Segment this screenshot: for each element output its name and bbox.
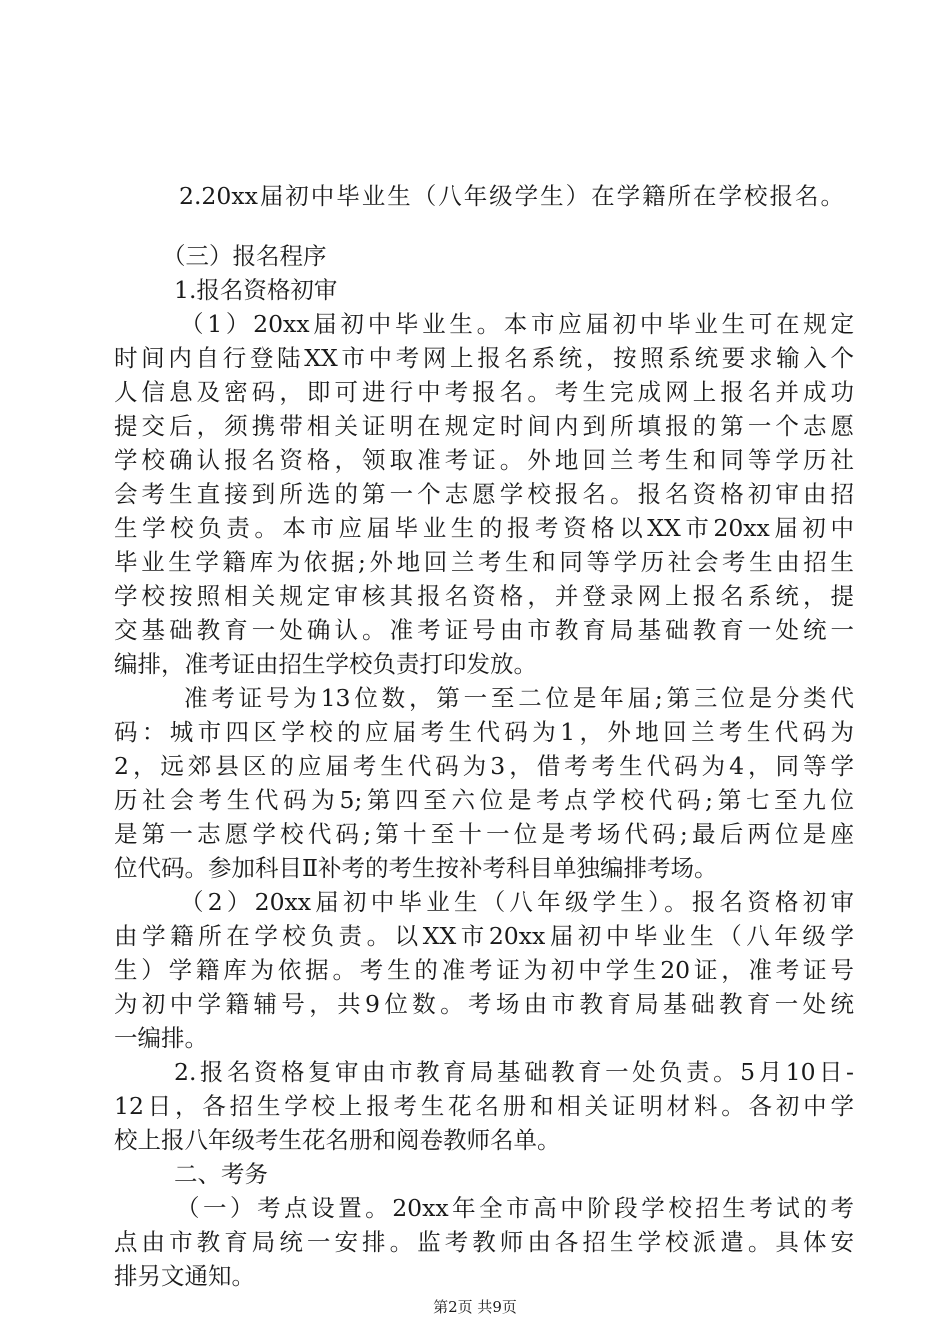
text-line: （一）考点设置。20xx年全市高中阶段学校招生考试的考: [176, 1194, 854, 1222]
text-line: 交基础教育一处确认。准考证号由市教育局基础教育一处统一: [114, 616, 854, 644]
text-line: 2.20xx届初中毕业生（八年级学生）在学籍所在学校报名。: [179, 182, 844, 210]
text-line: 历社会考生代码为5;第四至六位是考点学校代码;第七至九位: [114, 786, 854, 814]
text-line: 一编排。: [114, 1024, 208, 1052]
text-line: 2.报名资格复审由市教育局基础教育一处负责。5月10日-: [174, 1058, 854, 1086]
text-line: （2）20xx届初中毕业生（八年级学生）。报名资格初审: [180, 888, 854, 916]
text-line: 生学校负责。本市应届毕业生的报考资格以XX市20xx届初中: [114, 514, 854, 542]
text-line: 生）学籍库为依据。考生的准考证为初中学生20证，准考证号: [114, 956, 854, 984]
text-line: 准考证号为13位数，第一至二位是年届;第三位是分类代: [184, 684, 854, 712]
text-line: 2，远郊县区的应届考生代码为3，借考考生代码为4，同等学: [114, 752, 854, 780]
section-heading: （三）报名程序: [162, 242, 327, 270]
text-line: 毕业生学籍库为依据;外地回兰考生和同等学历社会考生由招生: [114, 548, 854, 576]
text-line: 点由市教育局统一安排。监考教师由各招生学校派遣。具体安: [114, 1228, 854, 1256]
text-line: 校上报八年级考生花名册和阅卷教师名单。: [114, 1126, 561, 1154]
page-footer: 第2页 共9页: [433, 1298, 517, 1316]
text-line: 学校按照相关规定审核其报名资格，并登录网上报名系统，提: [114, 582, 854, 610]
text-line: 位代码。参加科目Ⅱ补考的考生按补考科目单独编排考场。: [114, 854, 718, 882]
text-line: 提交后，须携带相关证明在规定时间内到所填报的第一个志愿: [114, 412, 854, 440]
text-line: 由学籍所在学校负责。以XX市20xx届初中毕业生（八年级学: [114, 922, 854, 950]
text-line: 编排，准考证由招生学校负责打印发放。: [114, 650, 537, 678]
text-line: 会考生直接到所选的第一个志愿学校报名。报名资格初审由招: [114, 480, 854, 508]
text-line: 排另文通知。: [114, 1262, 255, 1290]
section-heading: 二、考务: [174, 1160, 268, 1188]
text-line: （1）20xx届初中毕业生。本市应届初中毕业生可在规定: [180, 310, 854, 338]
text-line: 12日，各招生学校上报考生花名册和相关证明材料。各初中学: [114, 1092, 854, 1120]
text-line: 是第一志愿学校代码;第十至十一位是考场代码;最后两位是座: [114, 820, 854, 848]
text-line: 时间内自行登陆XX市中考网上报名系统，按照系统要求输入个: [114, 344, 854, 372]
text-line: 学校确认报名资格，领取准考证。外地回兰考生和同等学历社: [114, 446, 854, 474]
text-line: 人信息及密码，即可进行中考报名。考生完成网上报名并成功: [114, 378, 854, 406]
subsection-heading: 1.报名资格初审: [174, 276, 338, 304]
text-line: 码：城市四区学校的应届考生代码为1，外地回兰考生代码为: [114, 718, 854, 746]
text-line: 为初中学籍辅号，共9位数。考场由市教育局基础教育一处统: [114, 990, 854, 1018]
